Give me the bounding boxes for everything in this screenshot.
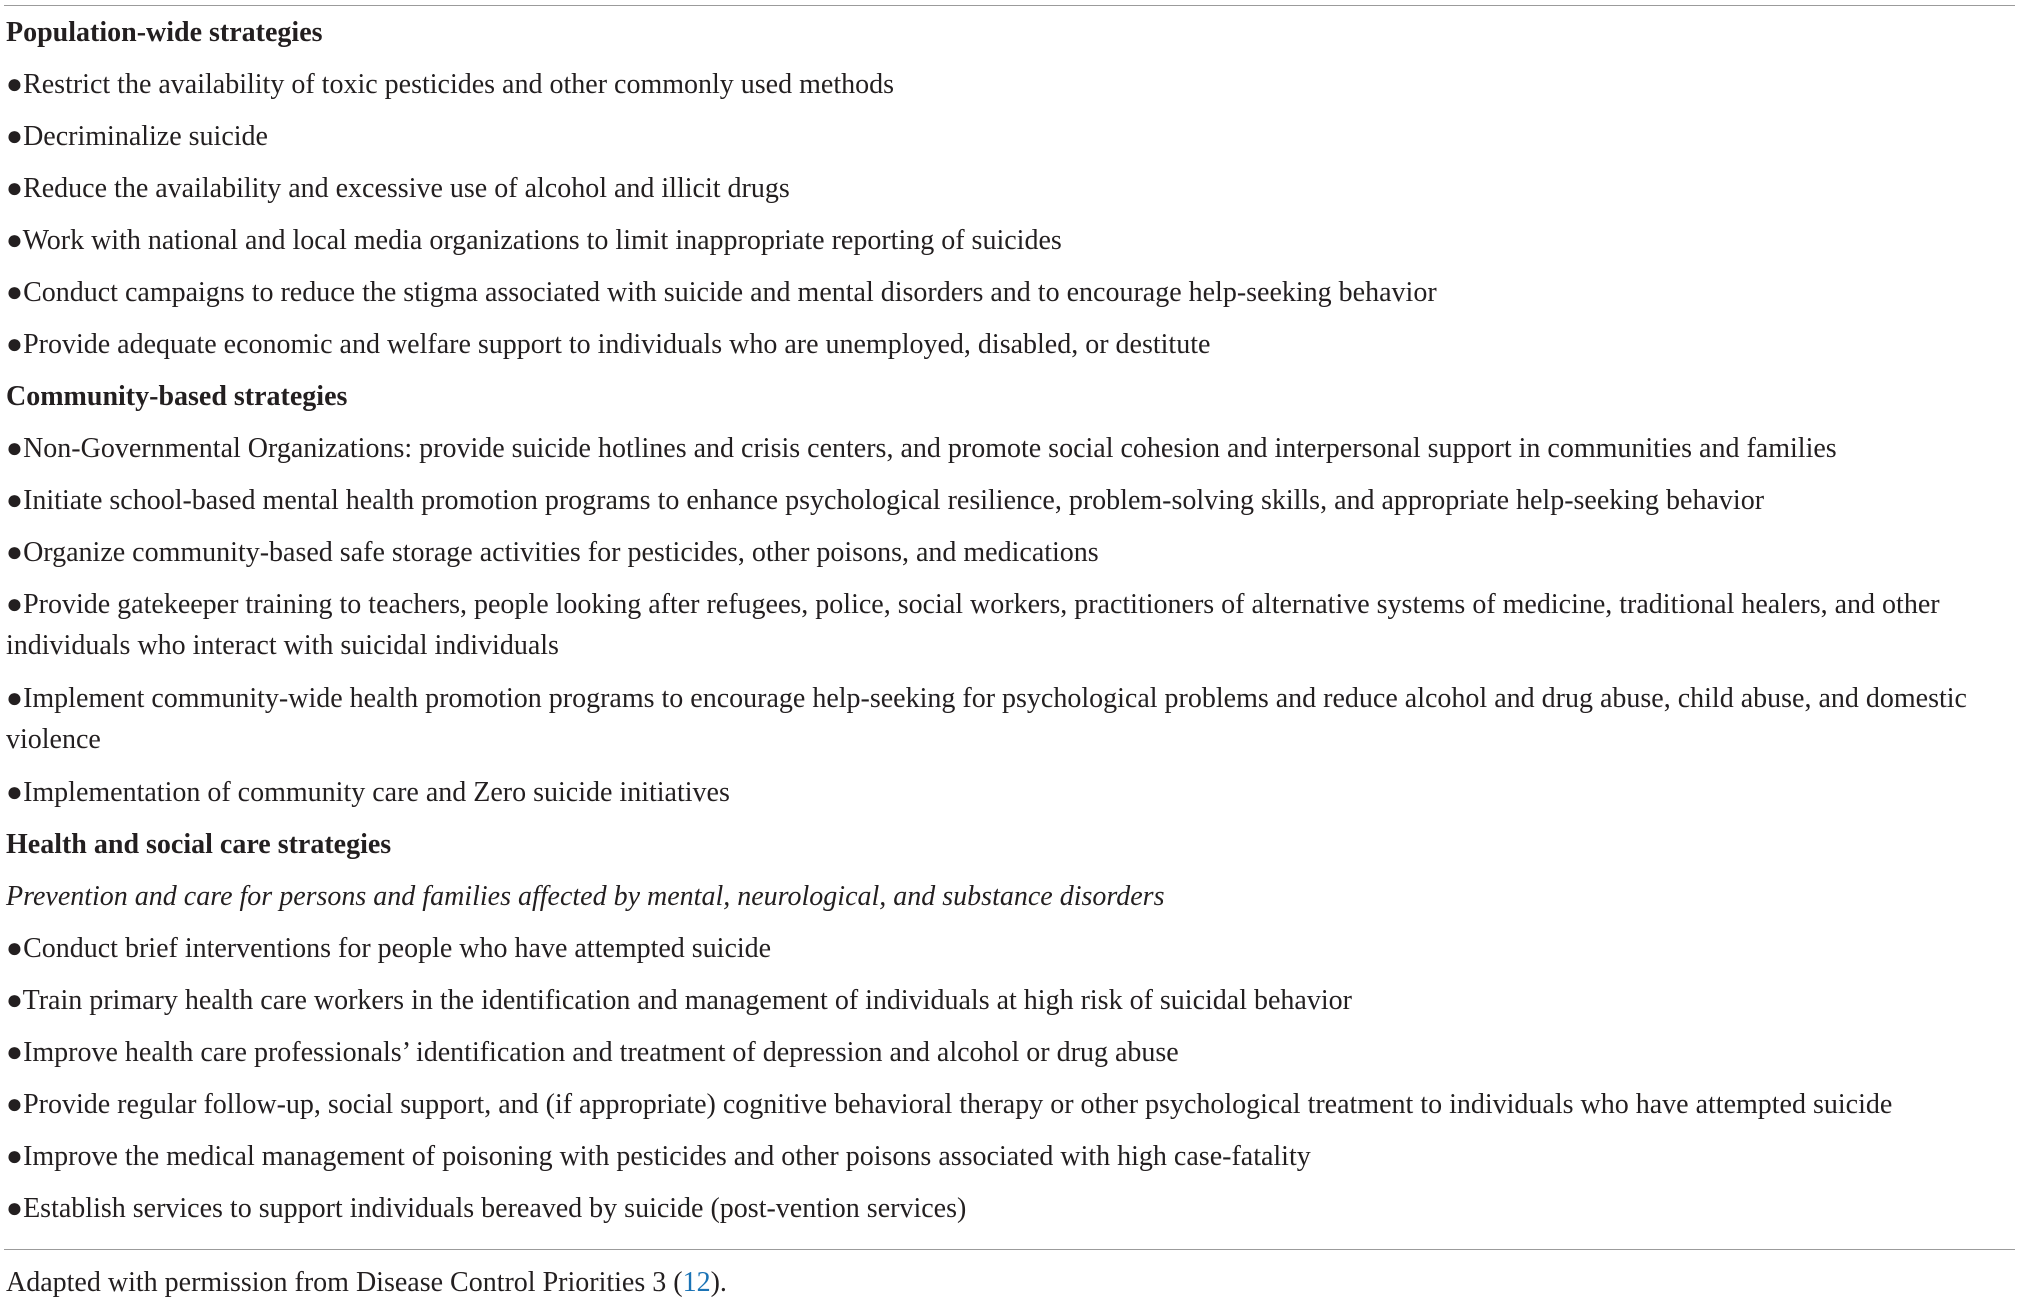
list-item: ● Conduct campaigns to reduce the stigma associated with suicide and mental disorders and to encourage help-seeking behavior bbox=[6, 272, 2013, 313]
list-item: ● Work with national and local media organizations to limit inappropriate reporting of suicides bbox=[6, 220, 2013, 261]
list-item: ● Improve health care professionals’ identification and treatment of depression and alcohol or drug abuse bbox=[6, 1032, 2013, 1073]
bullet-icon: ● bbox=[6, 1193, 23, 1224]
list-item: ● Provide regular follow-up, social support, and (if appropriate) cognitive behavioral therapy or other psychological treatment to individuals who have attempted suicide bbox=[6, 1084, 2013, 1125]
bullet-icon: ● bbox=[6, 985, 23, 1016]
table-bottom-rule bbox=[4, 1249, 2015, 1250]
bullet-icon: ● bbox=[6, 69, 23, 100]
list-item: ● Decriminalize suicide bbox=[6, 116, 2013, 157]
list-item: ● Establish services to support individuals bereaved by suicide (post-vention services) bbox=[6, 1188, 2013, 1229]
list-item: ● Implement community-wide health promotion programs to encourage help-seeking for psychological problems and reduce alcohol and drug abuse, child abuse, and domestic violence bbox=[6, 678, 2013, 760]
bullet-icon: ● bbox=[6, 777, 23, 808]
table-footnote: Adapted with permission from Disease Control Priorities 3 (12). bbox=[6, 1267, 727, 1298]
bullet-icon: ● bbox=[6, 1037, 23, 1068]
bullet-icon: ● bbox=[6, 485, 23, 516]
bullet-icon: ● bbox=[6, 277, 23, 308]
bullet-icon: ● bbox=[6, 589, 23, 620]
table-top-rule bbox=[4, 5, 2015, 6]
bullet-icon: ● bbox=[6, 121, 23, 152]
bullet-icon: ● bbox=[6, 1141, 23, 1172]
section-heading-population: Population-wide strategies bbox=[6, 17, 323, 48]
list-item: ● Initiate school-based mental health promotion programs to enhance psychological resilience, problem-solving skills, and appropriate help-seeking behavior bbox=[6, 480, 2013, 521]
bullet-icon: ● bbox=[6, 433, 23, 464]
list-item: ● Provide adequate economic and welfare support to individuals who are unemployed, disabled, or destitute bbox=[6, 324, 2013, 365]
list-item: ● Provide gatekeeper training to teachers, people looking after refugees, police, social workers, practitioners of alternative systems of medicine, traditional healers, and other individuals who interact with suicidal individuals bbox=[6, 584, 2013, 666]
list-item: ● Non-Governmental Organizations: provide suicide hotlines and crisis centers, and promote social cohesion and interpersonal support in communities and families bbox=[6, 428, 2013, 469]
bullet-icon: ● bbox=[6, 683, 23, 714]
section-heading-community: Community-based strategies bbox=[6, 381, 348, 412]
bullet-icon: ● bbox=[6, 225, 23, 256]
list-item: ● Improve the medical management of poisoning with pesticides and other poisons associated with high case-fatality bbox=[6, 1136, 2013, 1177]
bullet-icon: ● bbox=[6, 933, 23, 964]
list-item: ● Implementation of community care and Zero suicide initiatives bbox=[6, 772, 2013, 813]
list-item: ● Reduce the availability and excessive use of alcohol and illicit drugs bbox=[6, 168, 2013, 209]
list-item: ● Conduct brief interventions for people who have attempted suicide bbox=[6, 928, 2013, 969]
list-item: ● Organize community-based safe storage activities for pesticides, other poisons, and medications bbox=[6, 532, 2013, 573]
reference-link[interactable]: 12 bbox=[682, 1267, 711, 1298]
list-item: ● Restrict the availability of toxic pesticides and other commonly used methods bbox=[6, 64, 2013, 105]
bullet-icon: ● bbox=[6, 173, 23, 204]
section-subheading: Prevention and care for persons and families affected by mental, neurological, and substance disorders bbox=[6, 881, 1165, 912]
list-item: ● Train primary health care workers in the identification and management of individuals at high risk of suicidal behavior bbox=[6, 980, 2013, 1021]
bullet-icon: ● bbox=[6, 329, 23, 360]
bullet-icon: ● bbox=[6, 1089, 23, 1120]
bullet-icon: ● bbox=[6, 537, 23, 568]
section-heading-health: Health and social care strategies bbox=[6, 829, 392, 860]
